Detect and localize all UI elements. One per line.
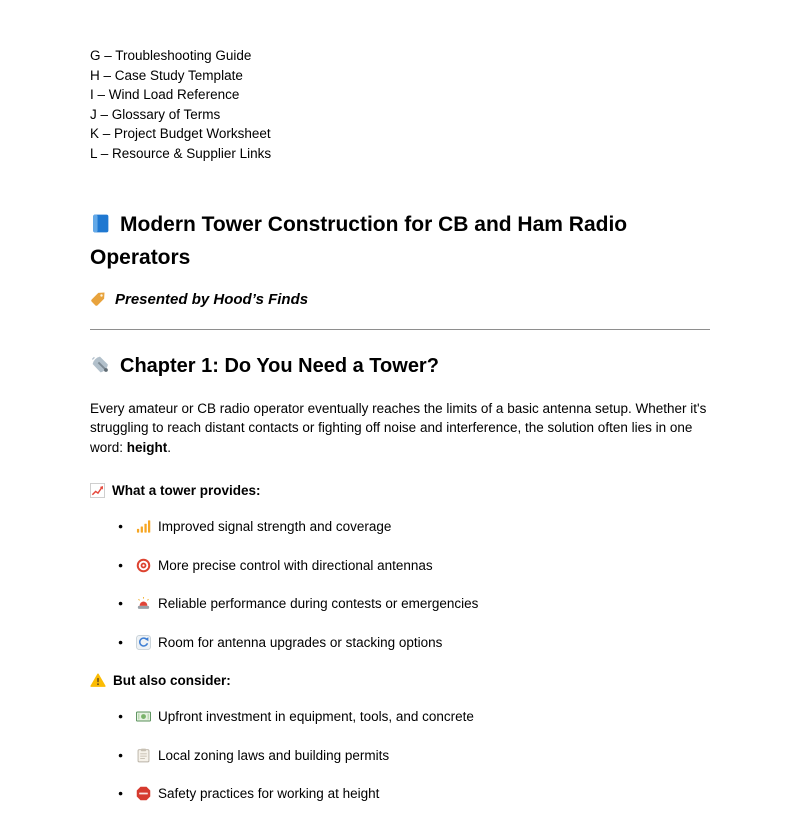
blue-book-icon <box>90 208 120 241</box>
appendix-item: I – Wind Load Reference <box>90 87 240 103</box>
satellite-dish-icon <box>90 353 120 379</box>
chapter-heading-text: Chapter 1: Do You Need a Tower? <box>120 354 439 377</box>
list-item <box>136 633 710 653</box>
list-item-text: Safety practices for working at height <box>158 786 380 802</box>
provides-list <box>90 517 710 652</box>
appendix-item: K – Project Budget Worksheet <box>90 126 271 142</box>
byline-text: Presented by Hood’s Finds <box>115 290 309 308</box>
counterclockwise-arrows-icon <box>136 633 158 653</box>
target-icon <box>136 556 158 576</box>
list-item <box>136 784 710 804</box>
appendix-list <box>90 46 710 164</box>
list-item <box>136 707 710 727</box>
intro-bold-word: height <box>126 439 168 455</box>
list-item-text: Room for antenna upgrades or stacking options <box>158 634 443 650</box>
dollar-banknote-icon <box>136 707 158 727</box>
list-item <box>136 556 710 576</box>
divider <box>90 329 710 330</box>
intro-text-after: . <box>167 439 172 455</box>
provides-label-text: What a tower provides: <box>112 483 261 499</box>
consider-label <box>90 671 710 691</box>
list-item <box>136 594 710 614</box>
police-light-icon <box>136 594 158 614</box>
appendix-item: L – Resource & Supplier Links <box>90 145 272 161</box>
chart-increasing-icon <box>90 481 112 501</box>
signal-bars-icon <box>136 517 158 537</box>
appendix-item: J – Glossary of Terms <box>90 106 221 122</box>
document-title-text: Modern Tower Construction for CB and Ham Radio Operators <box>90 212 628 269</box>
appendix-item: G – Troubleshooting Guide <box>90 48 252 63</box>
byline <box>90 291 710 308</box>
warning-icon <box>90 671 113 691</box>
list-item <box>136 517 710 537</box>
list-item-text: More precise control with directional antennas <box>158 557 433 573</box>
intro-paragraph <box>90 399 710 458</box>
consider-label-text: But also consider: <box>113 673 231 689</box>
list-item <box>136 746 710 766</box>
label-tag-icon <box>90 291 106 308</box>
document-title <box>90 208 710 274</box>
stop-sign-icon <box>136 784 158 804</box>
consider-list <box>90 707 710 804</box>
appendix-item: H – Case Study Template <box>90 67 243 83</box>
clipboard-icon <box>136 746 158 766</box>
list-item-text: Improved signal strength and coverage <box>158 518 392 534</box>
chapter-heading <box>90 353 710 379</box>
provides-label <box>90 481 710 501</box>
intro-text: Every amateur or CB radio operator eventually reaches the limits of a basic antenna setup. Whether it's struggling to reach distant contacts or fighting off noise and interference, the solution often lies in one word: <box>90 400 707 455</box>
list-item-text: Local zoning laws and building permits <box>158 747 390 763</box>
list-item-text: Upfront investment in equipment, tools, and concrete <box>158 708 474 724</box>
list-item-text: Reliable performance during contests or emergencies <box>158 596 479 612</box>
